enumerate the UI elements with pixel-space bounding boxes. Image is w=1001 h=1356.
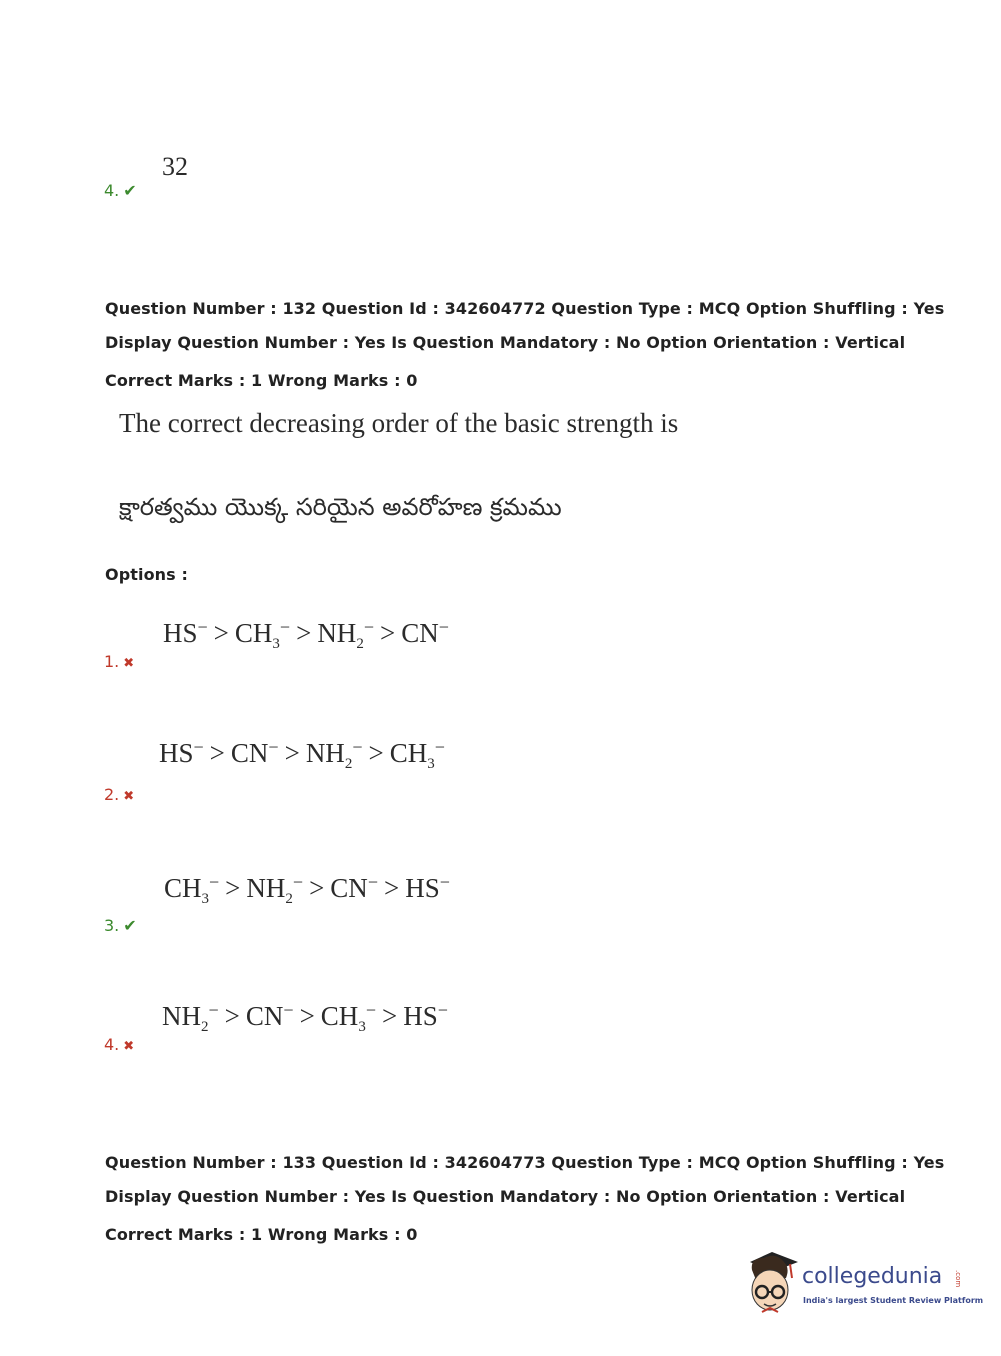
option-1-formula: $HS^- > CH_3^- > NH_2^- > CN^-$ [163, 617, 449, 652]
option-4-formula: $NH_2^- > CN^- > CH_3^- > HS^-$ [162, 1000, 448, 1035]
question-text-english: The correct decreasing order of the basic strength is [119, 408, 679, 438]
option-1-label[interactable] [104, 652, 134, 671]
option-3-formula: $CH_3^- > NH_2^- > CN^- > HS^-$ [164, 872, 450, 907]
option-number: 2. [104, 785, 120, 804]
prev-option-label [104, 181, 137, 200]
logo-suffix: .com [954, 1270, 962, 1288]
check-icon: ✔ [123, 181, 137, 200]
option-number: 1. [104, 652, 120, 671]
option-4-label[interactable] [104, 1035, 134, 1054]
option-number: 3. [104, 916, 120, 935]
q132-meta-line3: Correct Marks : 1 Wrong Marks : 0 [105, 371, 418, 390]
option-2-label[interactable] [104, 785, 134, 804]
option-number: 4. [104, 181, 120, 200]
collegedunia-logo[interactable] [742, 1248, 984, 1318]
check-icon: ✔ [123, 916, 137, 935]
q132-meta-line2: Display Question Number : Yes Is Question Mandatory : No Option Orientation : Vertical [105, 333, 906, 352]
mascot-icon [742, 1248, 802, 1316]
logo-name: collegedunia [802, 1264, 943, 1289]
prev-answer-value: 32 [162, 152, 188, 181]
option-2-formula: $HS^- > CN^- > NH_2^- > CH_3^-$ [159, 737, 445, 772]
cross-icon: ✖ [123, 1039, 135, 1054]
q132-meta-line1: Question Number : 132 Question Id : 342604772 Question Type : MCQ Option Shuffling : Yes [105, 299, 945, 318]
q133-meta-line2: Display Question Number : Yes Is Question Mandatory : No Option Orientation : Vertical [105, 1187, 906, 1206]
options-heading: Options : [105, 565, 188, 584]
term: HS [163, 618, 198, 648]
question-text-telugu: క్షారత్వము యొక్క సరియైన అవరోహణ క్రమము [119, 493, 562, 521]
option-3-label[interactable] [104, 916, 137, 935]
logo-tagline: India's largest Student Review Platform [803, 1296, 984, 1305]
option-number: 4. [104, 1035, 120, 1054]
cross-icon: ✖ [123, 656, 135, 671]
q133-meta-line3: Correct Marks : 1 Wrong Marks : 0 [105, 1225, 418, 1244]
cross-icon: ✖ [123, 789, 135, 804]
q133-meta-line1: Question Number : 133 Question Id : 342604773 Question Type : MCQ Option Shuffling : Yes [105, 1153, 945, 1172]
